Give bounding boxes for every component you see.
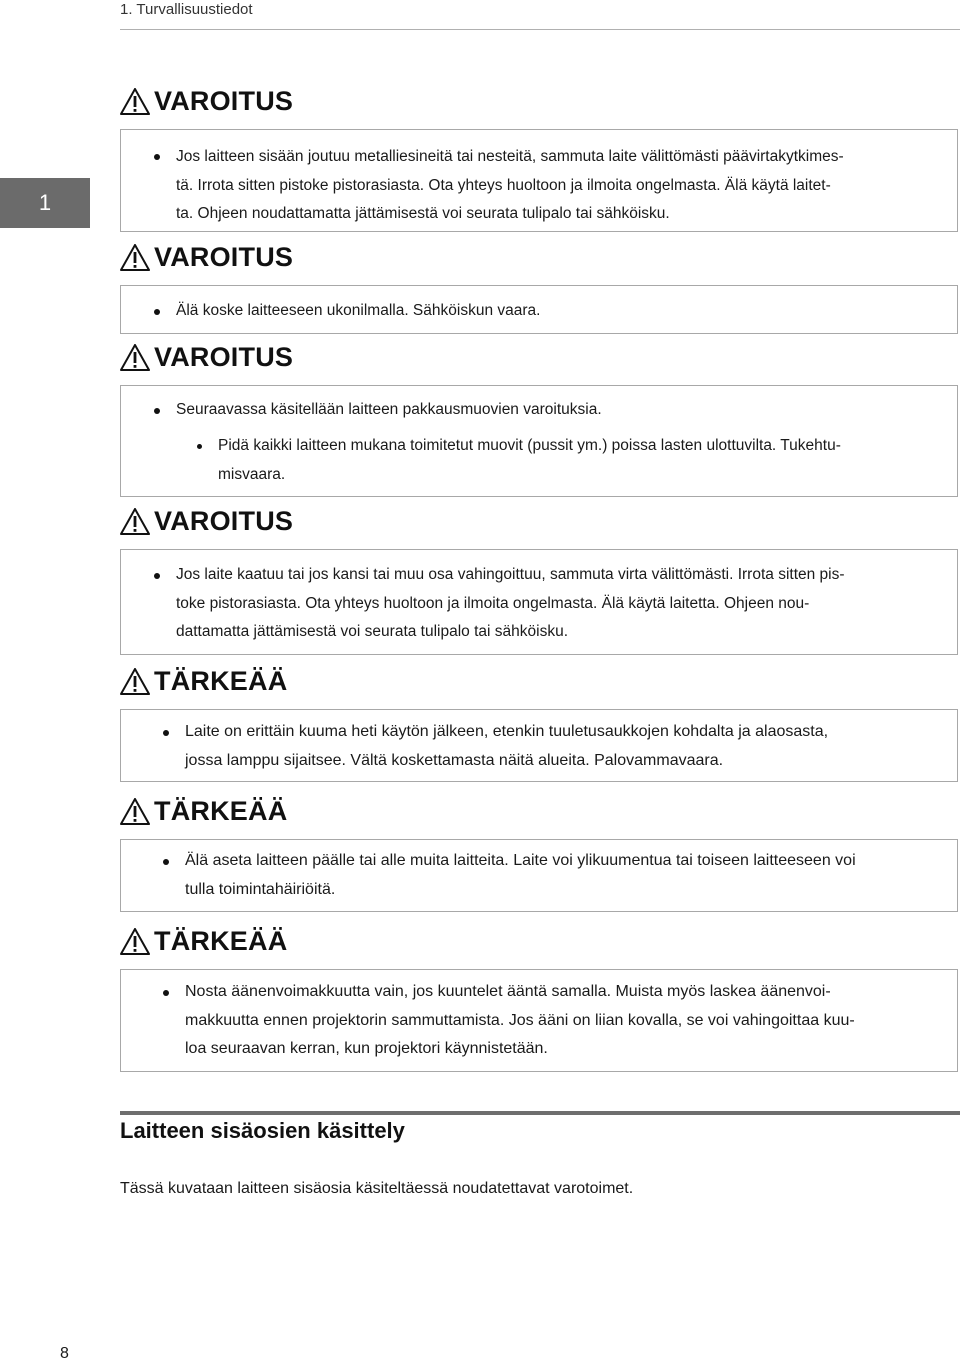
bullet-text <box>176 297 540 326</box>
warning-triangle-icon <box>120 798 150 825</box>
bullet-line: ta. Ohjeen noudattamatta jättämisestä voi seurata tulipalo tai sähköisku. <box>176 205 670 222</box>
notice-heading-label: TÄRKEÄÄ <box>154 666 288 696</box>
bullet-text <box>185 718 828 775</box>
bullet-dot <box>163 990 169 996</box>
bullet-dot <box>154 309 160 315</box>
bullet-text <box>185 847 856 904</box>
header-rule <box>120 29 960 30</box>
notice-heading-label: TÄRKEÄÄ <box>154 796 288 826</box>
sub-bullet-dot <box>197 444 202 449</box>
bullet-line: Jos laite kaatuu tai jos kansi tai muu osa vahingoittuu, sammuta virta välittömästi. Irrota sitten pis- <box>176 566 845 583</box>
warning-triangle-icon <box>120 668 150 695</box>
notice-heading-label: VAROITUS <box>154 242 294 272</box>
sub-bullet-text <box>218 432 841 489</box>
notice-heading-important-3 <box>120 926 287 957</box>
bullet-line: loa seuraavan kerran, kun projektori käynnistetään. <box>185 1040 548 1057</box>
bullet-text <box>176 561 845 647</box>
notice-box-2 <box>120 285 958 334</box>
bullet-line: Pidä kaikki laitteen mukana toimitetut muovit (pussit ym.) poissa lasten ulottuvilta. Tukehtu- <box>218 437 841 454</box>
bullet-line: Jos laitteen sisään joutuu metalliesineitä tai nesteitä, sammuta laite välittömästi päävirtakytkimes- <box>176 148 844 165</box>
bullet-line: toke pistorasiasta. Ota yhteys huoltoon ja ilmoita ongelmasta. Älä käytä laitetta. Ohjeen nou- <box>176 594 810 612</box>
notice-heading-label: VAROITUS <box>154 86 294 116</box>
bullet-dot <box>154 408 160 414</box>
section-body: Tässä kuvataan laitteen sisäosia käsiteltäessä noudatettavat varotoimet. <box>120 1180 634 1197</box>
bullet-line: Älä koske laitteeseen ukonilmalla. Sähköiskun vaara. <box>176 302 541 319</box>
bullet-line: Nosta äänenvoimakkuutta vain, jos kuuntelet ääntä samalla. Muista myös laskea äänenvoi- <box>185 983 831 1000</box>
bullet-line: tä. Irrota sitten pistoke pistorasiasta. Ota yhteys huoltoon ja ilmoita ongelmasta. Älä käytä laitet- <box>176 176 831 194</box>
warning-triangle-icon <box>120 928 150 955</box>
warning-triangle-icon <box>120 344 150 371</box>
bullet-text <box>176 143 844 229</box>
warning-triangle-icon <box>120 88 150 115</box>
notice-box-6 <box>120 839 958 912</box>
notice-heading-label: TÄRKEÄÄ <box>154 926 288 956</box>
notice-box-1 <box>120 129 958 232</box>
notice-box-3 <box>120 385 958 497</box>
bullet-dot <box>154 154 160 160</box>
notice-heading-warning-2 <box>120 242 293 273</box>
notice-heading-label: VAROITUS <box>154 506 294 536</box>
warning-triangle-icon <box>120 508 150 535</box>
bullet-line: makkuutta ennen projektorin sammuttamista. Jos ääni on liian kovalla, se voi vahingoittaa kuu- <box>185 1011 855 1029</box>
bullet-line: Laite on erittäin kuuma heti käytön jälkeen, etenkin tuuletusaukkojen kohdalta ja alaosasta, <box>185 723 829 740</box>
notice-heading-important-1 <box>120 666 287 697</box>
bullet-text <box>185 978 855 1064</box>
notice-heading-important-2 <box>120 796 287 827</box>
bullet-line: tulla toimintahäiriöitä. <box>185 880 336 898</box>
bullet-text <box>176 396 602 425</box>
bullet-dot <box>163 859 169 865</box>
section-rule <box>120 1111 960 1115</box>
bullet-line: Älä aseta laitteen päälle tai alle muita laitteita. Laite voi ylikuumentua tai toiseen laitteeseen voi <box>185 852 856 869</box>
notice-box-4 <box>120 549 958 655</box>
warning-triangle-icon <box>120 244 150 271</box>
bullet-dot <box>163 730 169 736</box>
bullet-line: dattamatta jättämisestä voi seurata tulipalo tai sähköisku. <box>176 623 569 640</box>
bullet-line: misvaara. <box>218 465 286 483</box>
page-number: 8 <box>60 1345 69 1362</box>
chapter-tab-number: 1 <box>38 190 52 215</box>
notice-heading-warning-1 <box>120 86 293 117</box>
notice-heading-label: VAROITUS <box>154 342 294 372</box>
notice-heading-warning-3 <box>120 342 293 373</box>
running-header: 1. Turvallisuustiedot <box>120 1 253 18</box>
bullet-line: jossa lamppu sijaitsee. Vältä koskettamasta näitä alueita. Palovammavaara. <box>185 751 724 769</box>
chapter-tab <box>0 178 90 228</box>
bullet-line: Seuraavassa käsitellään laitteen pakkausmuovien varoituksia. <box>176 401 602 418</box>
section-title: Laitteen sisäosien käsittely <box>120 1118 405 1143</box>
bullet-dot <box>154 573 160 579</box>
notice-box-7 <box>120 969 958 1072</box>
notice-box-5 <box>120 709 958 782</box>
notice-heading-warning-4 <box>120 506 293 537</box>
